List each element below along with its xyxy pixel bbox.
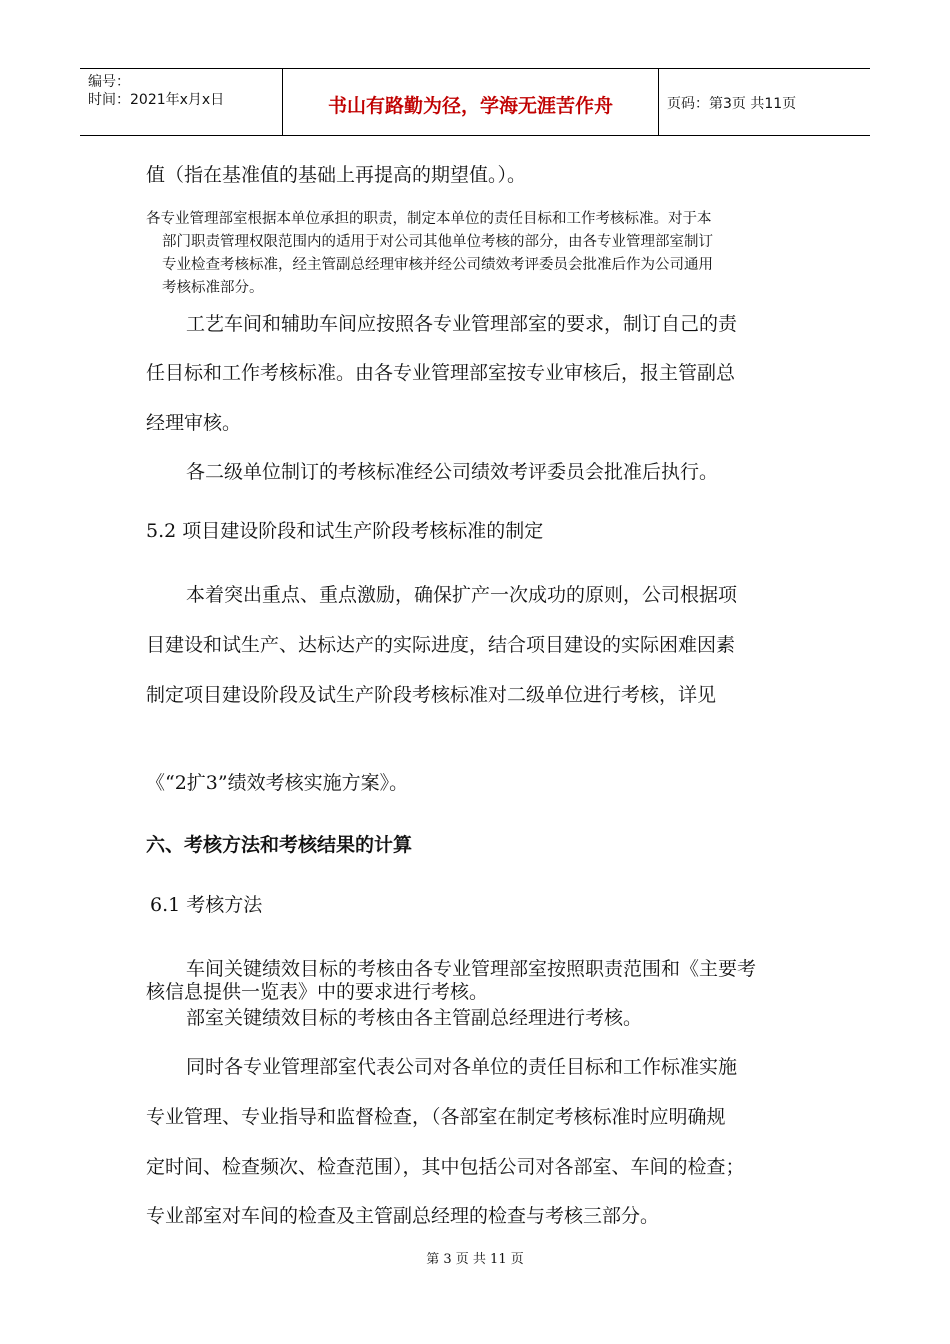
doc-number-label: 编号： — [88, 74, 130, 90]
paragraph-text: 部门职责管理权限范围内的适用于对公司其他单位考核的部分，由各专业管理部室制订 — [162, 234, 713, 250]
section-heading: 5.2 项目建设阶段和试生产阶段考核标准的制定 — [146, 520, 544, 542]
paragraph-text: 制定项目建设阶段及试生产阶段考核标准对二级单位进行考核，详见 — [146, 684, 717, 706]
chapter-heading: 六、考核方法和考核结果的计算 — [146, 834, 413, 856]
header-page-info: 页码：第3页 共11页 — [667, 96, 797, 112]
doc-time-label: 时间：2021年x月x日 — [88, 92, 225, 108]
page-header — [80, 68, 870, 136]
paragraph-text: 专业部室对车间的检查及主管副总经理的检查与考核三部分。 — [146, 1205, 660, 1227]
paragraph-text: 工艺车间和辅助车间应按照各专业管理部室的要求，制订自己的责 — [186, 313, 738, 335]
header-meta — [80, 69, 283, 135]
header-motto: 书山有路勤为径，学海无涯苦作舟 — [283, 69, 659, 135]
paragraph-text: 专业管理、专业指导和监督检查，（各部室在制定考核标准时应明确规 — [146, 1106, 726, 1128]
paragraph-text: 车间关键绩效目标的考核由各专业管理部室按照职责范围和《主要考 — [186, 958, 757, 980]
paragraph-text: 各二级单位制订的考核标准经公司绩效考评委员会批准后执行。 — [186, 461, 719, 483]
section-heading: 6.1 考核方法 — [150, 894, 263, 916]
paragraph-text: 本着突出重点、重点激励，确保扩产一次成功的原则，公司根据项 — [186, 584, 738, 606]
page-footer: 第 3 页 共 11 页 — [426, 1252, 524, 1267]
paragraph-text: 经理审核。 — [146, 412, 242, 434]
paragraph-text: 同时各专业管理部室代表公司对各单位的责任目标和工作标准实施 — [186, 1056, 738, 1078]
paragraph-text: 目建设和试生产、达标达产的实际进度，结合项目建设的实际困难因素 — [146, 634, 736, 656]
paragraph-text: 定时间、检查频次、检查范围），其中包括公司对各部室、车间的检查； — [146, 1156, 745, 1178]
paragraph-text: 任目标和工作考核标准。由各专业管理部室按专业审核后，报主管副总 — [146, 362, 736, 384]
paragraph-text: 《“2扩3”绩效考核实施方案》。 — [146, 772, 409, 794]
paragraph-text: 核信息提供一览表》中的要求进行考核。 — [146, 981, 489, 1003]
paragraph-text: 专业检查考核标准，经主管副总经理审核并经公司绩效考评委员会批准后作为公司通用 — [162, 257, 713, 273]
paragraph-text: 部室关键绩效目标的考核由各主管副总经理进行考核。 — [186, 1007, 643, 1029]
paragraph-text: 考核标准部分。 — [162, 280, 264, 296]
paragraph-text: 各专业管理部室根据本单位承担的职责，制定本单位的责任目标和工作考核标准。对于本 — [146, 211, 712, 227]
paragraph-text: 值（指在基准值的基础上再提高的期望值。）。 — [146, 164, 527, 186]
